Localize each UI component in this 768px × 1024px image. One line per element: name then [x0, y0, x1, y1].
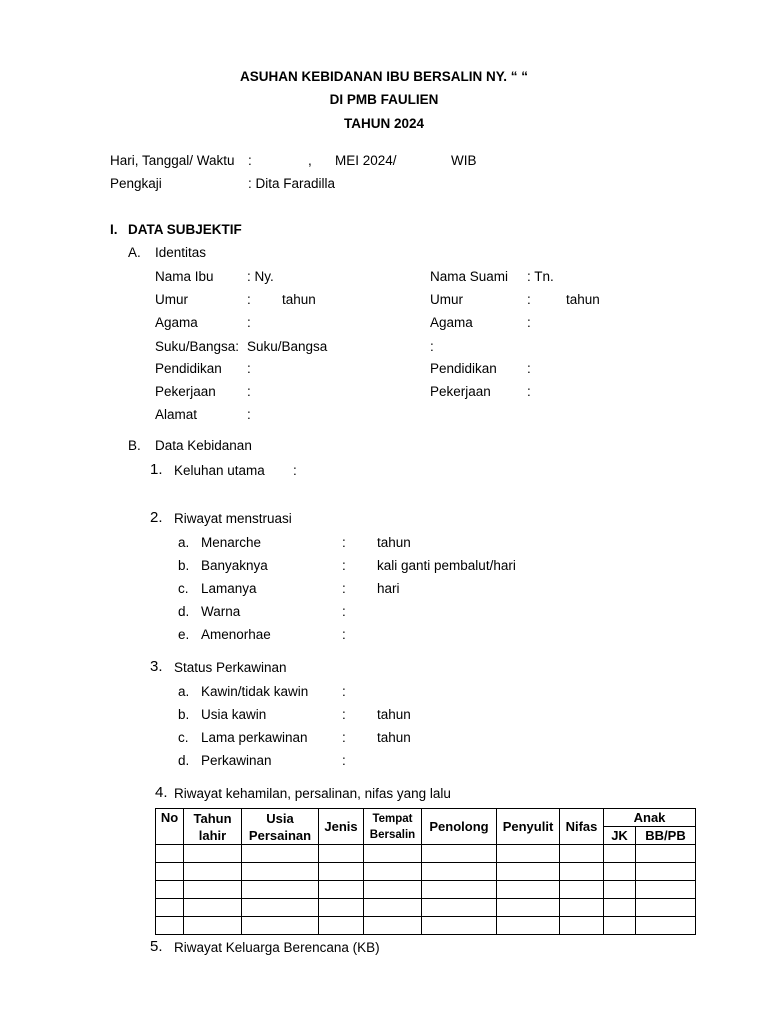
table-row — [156, 845, 696, 863]
identity-label: Nama Ibu — [155, 269, 214, 284]
identity-label: Pendidikan — [430, 361, 497, 376]
sub-item-label: Menarche — [201, 535, 262, 550]
sub-item-colon: : — [342, 627, 346, 642]
table-cell — [604, 863, 636, 881]
item-label: Keluhan utama — [174, 463, 265, 478]
identity-value: : — [247, 315, 251, 330]
identity-label: Agama — [155, 315, 198, 330]
table-cell — [319, 917, 364, 935]
document-title: ASUHAN KEBIDANAN IBU BERSALIN NY. “ “ — [239, 69, 528, 84]
identity-value: : Tn. — [527, 269, 554, 284]
header-line: Persainan — [248, 827, 312, 843]
table-cell — [636, 863, 696, 881]
sub-item-letter: b. — [178, 558, 190, 573]
table-cell — [156, 881, 184, 899]
table-header-row — [156, 809, 696, 827]
table-row — [156, 881, 696, 899]
identity-value: : — [247, 292, 251, 307]
table-cell — [422, 845, 497, 863]
col-header-anak: Anak — [604, 809, 696, 827]
sub-item-label: Banyaknya — [201, 558, 268, 573]
sub-item-value: tahun — [377, 707, 411, 722]
identity-label: Nama Suami — [430, 269, 509, 284]
table-row — [156, 899, 696, 917]
sub-item-label: Amenorhae — [201, 627, 271, 642]
table-cell — [604, 917, 636, 935]
sub-item-letter: b. — [178, 707, 190, 722]
header-line: Usia — [266, 810, 294, 826]
identity-label: Pekerjaan — [430, 384, 491, 399]
sub-item-letter: a. — [178, 684, 190, 699]
col-header-no: No — [156, 809, 184, 845]
table-cell — [184, 881, 242, 899]
examiner-label: Pengkaji — [110, 176, 162, 191]
identitas-title: Identitas — [155, 245, 207, 260]
table-row — [156, 863, 696, 881]
table-cell — [364, 863, 422, 881]
table-cell — [319, 899, 364, 917]
table-cell — [497, 899, 560, 917]
sub-item-colon: : — [342, 558, 346, 573]
table-cell — [636, 917, 696, 935]
sub-item-label: Kawin/tidak kawin — [201, 684, 309, 699]
col-header-usia-persalinan — [242, 809, 319, 845]
col-header-jk: JK — [604, 827, 636, 845]
table-cell — [497, 917, 560, 935]
sub-item-label: Lamanya — [201, 581, 257, 596]
col-header-jenis: Jenis — [319, 809, 364, 845]
identity-label: Suku/Bangsa: — [155, 339, 240, 354]
identity-label: Pekerjaan — [155, 384, 216, 399]
sub-item-value: tahun — [377, 535, 411, 550]
sub-item-letter: d. — [178, 753, 190, 768]
table-cell — [242, 863, 319, 881]
item-label: Status Perkawinan — [174, 660, 287, 675]
table-cell — [184, 845, 242, 863]
pregnancy-history-table — [155, 808, 696, 935]
item-number: 3. — [150, 658, 163, 675]
identity-label: Pendidikan — [155, 361, 222, 376]
sub-item-value: hari — [377, 581, 400, 596]
col-header-tempat-bersalin — [364, 809, 422, 845]
table-cell — [319, 845, 364, 863]
table-cell — [560, 899, 604, 917]
table-cell — [636, 845, 696, 863]
item-label: Riwayat menstruasi — [174, 511, 292, 526]
table-cell — [156, 863, 184, 881]
identitas-letter: A. — [128, 245, 141, 260]
identity-value: Suku/Bangsa — [247, 339, 328, 354]
header-line: Tahun — [193, 810, 232, 826]
date-month: MEI 2024/ — [335, 153, 397, 168]
identity-value: : — [527, 292, 531, 307]
table-cell — [422, 899, 497, 917]
table-cell — [636, 899, 696, 917]
date-label: Hari, Tanggal/ Waktu — [110, 153, 235, 168]
sub-item-colon: : — [342, 753, 346, 768]
table-cell — [497, 845, 560, 863]
document-subtitle-year: TAHUN 2024 — [343, 116, 425, 131]
table-cell — [364, 899, 422, 917]
sub-item-colon: : — [342, 707, 346, 722]
sub-item-colon: : — [342, 684, 346, 699]
identity-value: : — [527, 315, 531, 330]
table-cell — [319, 881, 364, 899]
sub-item-value: tahun — [377, 730, 411, 745]
table-cell — [604, 881, 636, 899]
table-cell — [319, 863, 364, 881]
col-header-penolong: Penolong — [422, 809, 497, 845]
table-cell — [156, 899, 184, 917]
item-colon: : — [293, 463, 297, 478]
table-cell — [497, 863, 560, 881]
table-cell — [422, 863, 497, 881]
sub-item-colon: : — [342, 581, 346, 596]
item-number: 1. — [150, 461, 163, 478]
col-header-penyulit: Penyulit — [497, 809, 560, 845]
identity-value: : — [247, 361, 251, 376]
table-cell — [184, 899, 242, 917]
section-title: DATA SUBJEKTIF — [128, 222, 242, 237]
identity-label: Alamat — [155, 407, 198, 422]
kebidanan-title: Data Kebidanan — [155, 438, 252, 453]
table-cell — [242, 899, 319, 917]
sub-item-letter: d. — [178, 604, 190, 619]
identity-label: Agama — [430, 315, 473, 330]
sub-item-letter: c. — [178, 730, 189, 745]
sub-item-label: Lama perkawinan — [201, 730, 308, 745]
table-cell — [156, 917, 184, 935]
table-cell — [184, 917, 242, 935]
col-header-nifas: Nifas — [560, 809, 604, 845]
header-line: Tempat — [372, 812, 413, 825]
item-number: 2. — [150, 509, 163, 526]
table-cell — [636, 881, 696, 899]
identity-unit: tahun — [566, 292, 600, 307]
identity-label: Umur — [430, 292, 463, 307]
date-wib: WIB — [451, 153, 477, 168]
item-number: 4. — [155, 784, 168, 801]
header-line: lahir — [198, 827, 227, 843]
header-line: Bersalin — [369, 828, 416, 841]
identity-label: Umur — [155, 292, 188, 307]
sub-item-letter: e. — [178, 627, 190, 642]
item-label: Riwayat kehamilan, persalinan, nifas yang lalu — [174, 786, 451, 801]
identity-value: : — [430, 339, 434, 354]
item-label: Riwayat Keluarga Berencana (KB) — [174, 940, 380, 955]
table-cell — [560, 863, 604, 881]
identity-value: : — [527, 361, 531, 376]
identity-value: : — [527, 384, 531, 399]
sub-item-label: Usia kawin — [201, 707, 267, 722]
sub-item-colon: : — [342, 535, 346, 550]
sub-item-colon: : — [342, 730, 346, 745]
table-body — [156, 845, 696, 935]
table-cell — [242, 845, 319, 863]
table-cell — [604, 899, 636, 917]
col-header-bbpb: BB/PB — [636, 827, 696, 845]
sub-item-letter: c. — [178, 581, 189, 596]
sub-item-colon: : — [342, 604, 346, 619]
document-subtitle-location: DI PMB FAULIEN — [329, 92, 439, 107]
sub-item-value: kali ganti pembalut/hari — [377, 558, 516, 573]
sub-item-letter: a. — [178, 535, 190, 550]
date-colon: : — [248, 153, 252, 168]
kebidanan-letter: B. — [128, 438, 141, 453]
date-comma: , — [308, 153, 312, 168]
table-row — [156, 917, 696, 935]
table-cell — [422, 881, 497, 899]
table-cell — [156, 845, 184, 863]
identity-unit: tahun — [282, 292, 316, 307]
table-cell — [242, 917, 319, 935]
identity-value: : Ny. — [247, 269, 274, 284]
sub-item-label: Warna — [201, 604, 241, 619]
table-cell — [497, 881, 560, 899]
identity-value: : — [247, 407, 251, 422]
sub-item-label: Perkawinan — [201, 753, 272, 768]
table-cell — [242, 881, 319, 899]
table-cell — [364, 845, 422, 863]
table-cell — [364, 917, 422, 935]
table-cell — [364, 881, 422, 899]
col-header-tahun-lahir — [184, 809, 242, 845]
examiner-value: : Dita Faradilla — [248, 176, 336, 191]
item-number: 5. — [150, 938, 163, 955]
identity-value: : — [247, 384, 251, 399]
table-cell — [560, 881, 604, 899]
table-cell — [560, 845, 604, 863]
table-cell — [604, 845, 636, 863]
section-numeral: I. — [110, 222, 118, 237]
table-cell — [422, 917, 497, 935]
table-cell — [560, 917, 604, 935]
table-cell — [184, 863, 242, 881]
